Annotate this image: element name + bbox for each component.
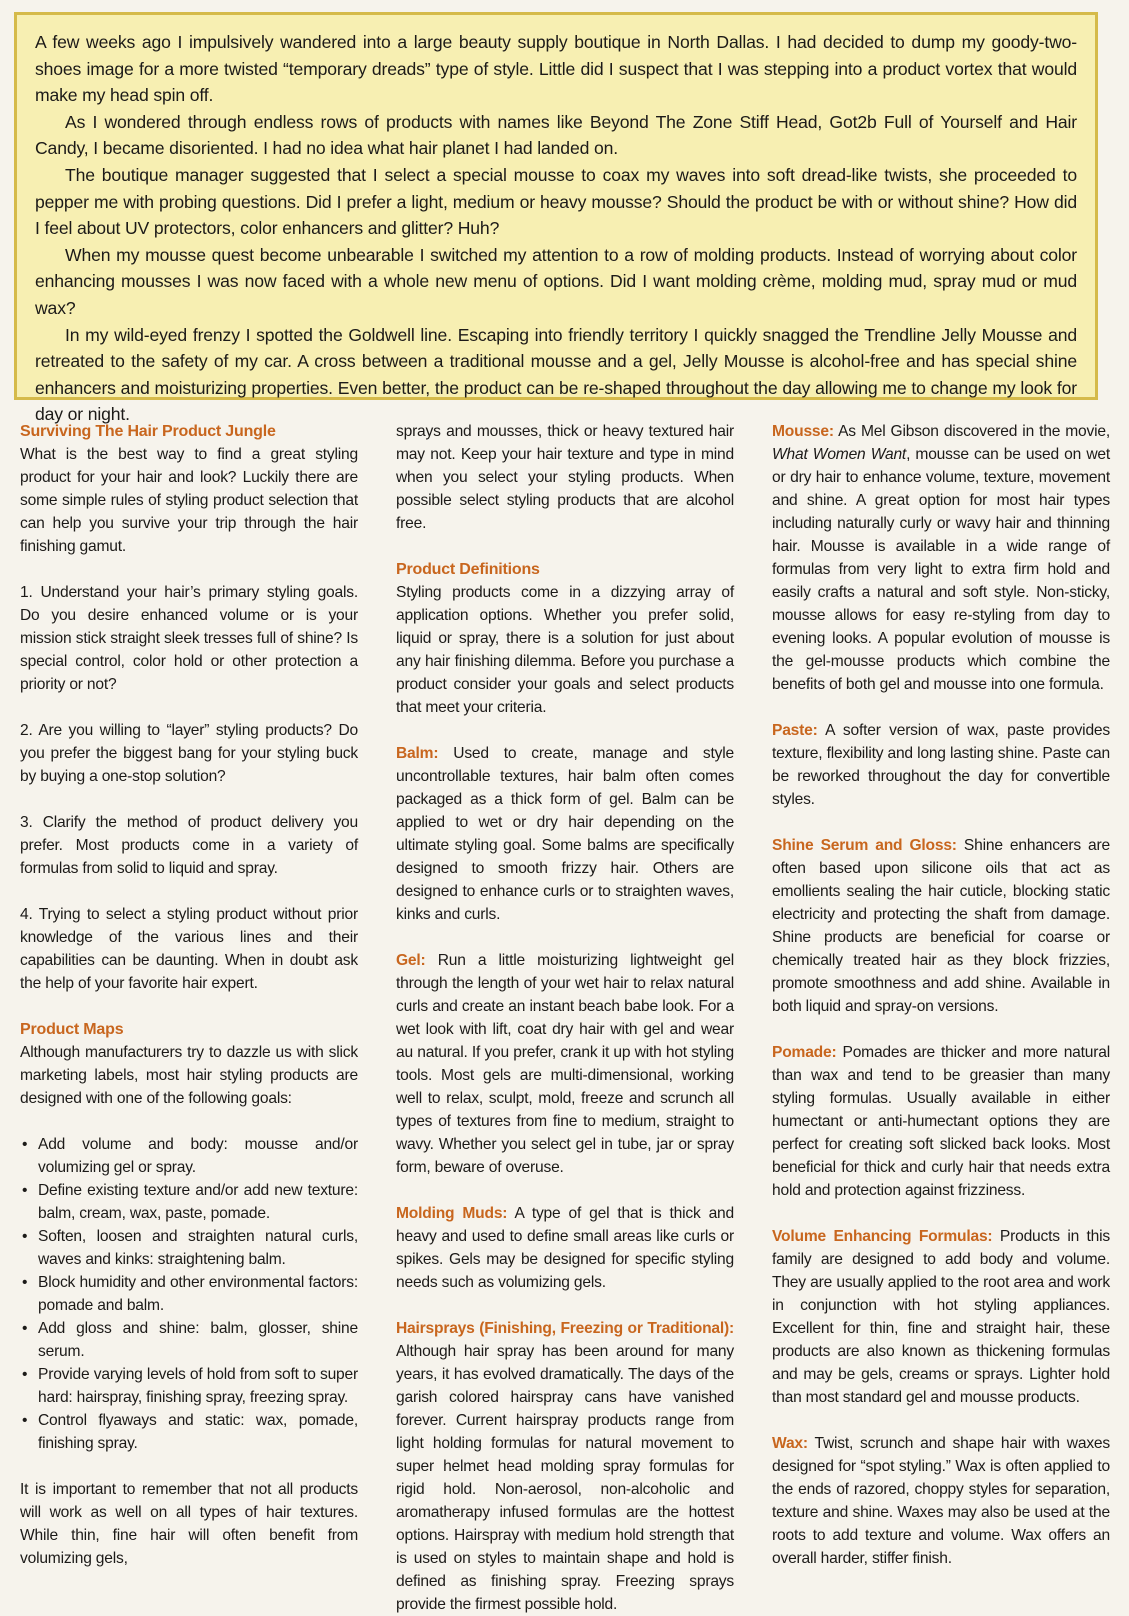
- paragraph-continued: sprays and mousses, thick or heavy textured hair may not. Keep your hair texture and type in mind when you select your styling products. When possible select styling products that are alcohol free.: [396, 423, 734, 532]
- rule-4: 4. Trying to select a styling product without prior knowledge of the various lines and their capabilities can be daunting. When in doubt ask the help of your favorite hair expert.: [20, 906, 358, 992]
- column-1: [20, 420, 358, 1570]
- list-item: • Block humidity and other environmental factors: pomade and balm.: [20, 1271, 358, 1317]
- column-3: [772, 420, 1110, 1570]
- rule-2: 2. Are you willing to “layer” styling products? Do you prefer the biggest bang for your styling buck by buying a one-stop solution?: [20, 722, 358, 785]
- paragraph-textures: It is important to remember that not all products will work as well on all types of hair textures. While thin, fine hair will often benefit from volumizing gels,: [20, 1481, 358, 1567]
- bullet-dot: •: [22, 1274, 28, 1291]
- bullet-dot: •: [22, 1136, 28, 1153]
- heading-product-definitions: Product Definitions: [396, 561, 540, 578]
- intro-paragraph-3: The boutique manager suggested that I select a special mousse to coax my waves into soft dread-like twists, she proceeded to pepper me with probing questions. Did I prefer a light, medium or heavy mousse? Should the product be with or without shine? How did I feel about UV protectors, color enhancers and glitter? Huh?: [35, 164, 1077, 239]
- term-mousse: Mousse:: [772, 423, 834, 440]
- definition-paste: Paste: A softer version of wax, paste provides texture, flexibility and long lasting shine. Paste can be reworked throughout the day for convertible styles.: [772, 722, 1110, 808]
- term-volume-formulas: Volume Enhancing Formulas:: [772, 1228, 993, 1245]
- list-item: • Add gloss and shine: balm, glosser, shine serum.: [20, 1317, 358, 1363]
- bullet-dot: •: [22, 1366, 28, 1383]
- goals-list: [20, 1133, 358, 1455]
- definition-mousse: Mousse: As Mel Gibson discovered in the movie, What Women Want, mousse can be used on wet or dry hair to enhance volume, texture, movement and shine. A great option for most hair types including naturally curly or wavy hair and thinning hair. Mousse is available in a wide range of formulas from very light to extra firm hold and easily crafts a natural and soft style. Non-sticky, mousse allows for easy re-styling from day to evening looks. A popular evolution of mousse is the gel-mousse products which combine the benefits of both gel and mousse into one formula.: [772, 423, 1110, 693]
- term-paste: Paste:: [772, 722, 818, 739]
- intro-paragraph-5: In my wild-eyed frenzy I spotted the Goldwell line. Escaping into friendly territory I quickly snagged the Trendline Jelly Mousse and retreated to the safety of my car. A cross between a traditional mousse and a gel, Jelly Mousse is alcohol-free and has special shine enhancers and moisturizing properties. Even better, the product can be re-shaped throughout the day allowing me to change my look for day or night.: [35, 324, 1077, 425]
- list-item: • Soften, loosen and straighten natural curls, waves and kinks: straightening balm.: [20, 1225, 358, 1271]
- bullet-dot: •: [22, 1228, 28, 1245]
- rule-1: 1. Understand your hair’s primary styling goals. Do you desire enhanced volume or is your mission stick straight sleek tresses full of shine? Is special control, color hold or other protection a priority or not?: [20, 584, 358, 693]
- list-item: • Control flyaways and static: wax, pomade, finishing spray.: [20, 1409, 358, 1455]
- list-item: • Provide varying levels of hold from soft to super hard: hairspray, finishing spray, freezing spray.: [20, 1363, 358, 1409]
- term-shine-serum: Shine Serum and Gloss:: [772, 837, 957, 854]
- term-hairsprays: Hairsprays (Finishing, Freezing or Traditional):: [396, 1320, 734, 1337]
- list-item: • Add volume and body: mousse and/or volumizing gel or spray.: [20, 1133, 358, 1179]
- term-molding-muds: Molding Muds:: [396, 1205, 508, 1222]
- intro-paragraph-1: A few weeks ago I impulsively wandered into a large beauty supply boutique in North Dallas. I had decided to dump my goody-two-shoes image for a more twisted “temporary dreads” type of style. Little did I suspect that I was stepping into a product vortex that would make my head spin off.: [35, 32, 1077, 106]
- definition-hairsprays: Hairsprays (Finishing, Freezing or Traditional): Although hair spray has been around for many years, it has evolved dramatically. The days of the garish colored hairspray cans have vanished forever. Current hairspray products range from light holding formulas for natural movement to super helmet head molding spray formulas for rigid hold. Non-aerosol, non-alcoholic and aromatherapy infused formulas are the hottest options. Hairspray with medium hold strength that is used on styles to maintain shape and hold is defined as finishing spray. Freezing sprays provide the firmest possible hold.: [396, 1320, 734, 1613]
- intro-box: [14, 12, 1098, 425]
- column-2: [396, 420, 734, 1616]
- term-pomade: Pomade:: [772, 1044, 837, 1061]
- paragraph-intro-rules: What is the best way to find a great styling product for your hair and look? Luckily there are some simple rules of styling product selection that can help you survive your trip through the hair finishing gamut.: [20, 446, 358, 555]
- intro-paragraph-2: As I wondered through endless rows of products with names like Beyond The Zone Stiff Head, Got2b Full of Yourself and Hair Candy, I became disoriented. I had no idea what hair planet I had landed on.: [35, 111, 1077, 159]
- term-wax: Wax:: [772, 1435, 808, 1452]
- paragraph-product-maps: Although manufacturers try to dazzle us with slick marketing labels, most hair styling products are designed with one of the following goals:: [20, 1044, 358, 1107]
- definition-shine-serum: Shine Serum and Gloss: Shine enhancers are often based upon silicone oils that act as emollients sealing the hair cuticle, blocking static electricity and protecting the shaft from damage. Shine products are beneficial for coarse or chemically treated hair as they block frizzies, promote smoothness and add shine. Available in both liquid and spray-on versions.: [772, 837, 1110, 1015]
- term-gel: Gel:: [396, 952, 426, 969]
- heading-surviving-jungle: Surviving The Hair Product Jungle: [20, 423, 276, 440]
- bullet-dot: •: [22, 1182, 28, 1199]
- term-balm: Balm:: [396, 745, 439, 762]
- definition-wax: Wax: Twist, scrunch and shape hair with waxes designed for “spot styling.” Wax is often applied to the ends of razored, choppy styles for separation, texture and shine. Waxes may also be used at the roots to add texture and volume. Wax offers an overall harder, stiffer finish.: [772, 1435, 1110, 1567]
- definition-pomade: Pomade: Pomades are thicker and more natural than wax and tend to be greasier than many styling formulas. Usually available in either humectant or anti-humectant options they are perfect for creating soft slicked back looks. Most beneficial for thick and curly hair that needs extra hold and protection against frizziness.: [772, 1044, 1110, 1199]
- rule-3: 3. Clarify the method of product delivery you prefer. Most products come in a variety of formulas from solid to liquid and spray.: [20, 814, 358, 877]
- definition-volume-formulas: Volume Enhancing Formulas: Products in this family are designed to add body and volume. They are usually applied to the root area and work in conjunction with hot styling appliances. Excellent for thin, fine and straight hair, these products are also known as thickening formulas and may be gels, creams or sprays. Lighter hold than most standard gel and mousse products.: [772, 1228, 1111, 1406]
- bullet-dot: •: [22, 1320, 28, 1337]
- intro-paragraph-4: When my mousse quest become unbearable I switched my attention to a row of molding products. Instead of worrying about color enhancing mousses I was now faced with a whole new menu of options. Did I want molding crème, molding mud, spray mud or mud wax?: [35, 244, 1077, 318]
- movie-title: What Women Want: [772, 446, 907, 463]
- definition-balm: Balm: Used to create, manage and style uncontrollable textures, hair balm often comes packaged as a thick form of gel. Balm can be applied to wet or dry hair depending on the ultimate styling goal. Some balms are specifically designed to smooth frizzy hair. Others are designed to enhance curls or to straighten waves, kinks and curls.: [396, 745, 734, 923]
- heading-product-maps: Product Maps: [20, 1021, 124, 1038]
- definition-molding-muds: Molding Muds: A type of gel that is thick and heavy and used to define small areas like curls or spikes. Gels may be designed for specific styling needs such as volumizing gels.: [396, 1205, 734, 1291]
- paragraph-definitions: Styling products come in a dizzying array of application options. Whether you prefer solid, liquid or spray, there is a solution for just about any hair finishing dilemma. Before you purchase a product consider your goals and select products that meet your criteria.: [396, 584, 734, 716]
- list-item: • Define existing texture and/or add new texture: balm, cream, wax, paste, pomade.: [20, 1179, 358, 1225]
- definition-gel: Gel: Run a little moisturizing lightweight gel through the length of your wet hair to relax natural curls and create an instant beach babe look. For a wet look with lift, coat dry hair with gel and wear au natural. If you prefer, crank it up with hot styling tools. Most gels are multi-dimensional, working well to relax, sculpt, mold, freeze and scrunch all types of textures from fine to medium, straight to wavy. Whether you select gel in tube, jar or spray form, beware of overuse.: [396, 952, 734, 1176]
- bullet-dot: •: [22, 1412, 28, 1429]
